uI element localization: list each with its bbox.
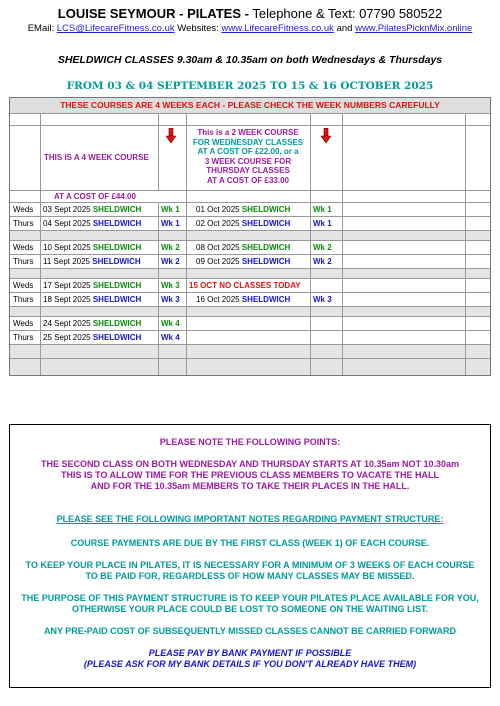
four-week-cost: AT A COST OF £44.00 xyxy=(54,192,136,201)
week-cell: Wk 1 xyxy=(161,204,180,214)
date-venue-cell: 09 Oct 2025 SHELDWICH xyxy=(196,256,291,266)
note-start-time-3: AND FOR THE 10.35am MEMBERS TO TAKE THEIR PLACES IN THE HALL. xyxy=(90,481,410,491)
week-cell: Wk 2 xyxy=(313,256,332,266)
week-cell: Wk 2 xyxy=(313,242,332,252)
table-row xyxy=(10,278,490,292)
note-purpose-2: OTHERWISE YOUR PLACE COULD BE LOST TO SOMEONE ON THE WAITING LIST. xyxy=(71,604,429,614)
website-link-1[interactable]: www.LifecareFitness.co.uk xyxy=(221,23,334,34)
down-arrow-icon xyxy=(321,128,331,144)
table-row xyxy=(10,316,490,330)
schedule-table xyxy=(9,97,491,376)
week-cell: Wk 2 xyxy=(161,242,180,252)
date-venue-cell: 25 Sept 2025 SHELDWICH xyxy=(43,332,142,342)
date-venue-cell: 11 Sept 2025 SHELDWICH xyxy=(43,256,141,266)
week-cell: Wk 1 xyxy=(161,218,180,228)
day-cell: Weds xyxy=(13,318,34,328)
note-no-carry-forward: ANY PRE-PAID COST OF SUBSEQUENTLY MISSED CLASSES CANNOT BE CARRIED FORWARD xyxy=(43,626,457,636)
table-row xyxy=(10,330,490,344)
week-cell: Wk 1 xyxy=(313,204,332,214)
table-row xyxy=(10,292,490,306)
week-cell: Wk 3 xyxy=(161,280,180,290)
email-label: EMail: xyxy=(27,23,55,34)
websites-label: Websites: xyxy=(177,23,219,34)
email-link[interactable]: LCS@LifecareFitness.co.uk xyxy=(56,23,175,34)
week-cell: Wk 3 xyxy=(313,294,332,304)
note-purpose-1: THE PURPOSE OF THIS PAYMENT STRUCTURE IS TO KEEP YOUR PILATES PLACE AVAILABLE FOR YOU, xyxy=(21,593,479,603)
note-bank-payment-2: (PLEASE ASK FOR MY BANK DETAILS IF YOU DON'T ALREADY HAVE THEM) xyxy=(83,659,417,669)
day-cell: Thurs xyxy=(13,256,34,266)
note-start-time-1: THE SECOND CLASS ON BOTH WEDNESDAY AND THURSDAY STARTS AT 10.35am NOT 10.30am xyxy=(40,459,460,469)
date-venue-cell: 04 Sept 2025 SHELDWICH xyxy=(43,218,142,228)
note-bank-payment-1: PLEASE PAY BY BANK PAYMENT IF POSSIBLE xyxy=(148,648,352,658)
table-row xyxy=(10,202,490,216)
no-classes-notice: 15 OCT NO CLASSES TODAY xyxy=(189,280,301,290)
week-cell: Wk 4 xyxy=(161,318,180,328)
four-week-note: THIS IS A 4 WEEK COURSE xyxy=(44,153,149,162)
date-venue-cell: 18 Sept 2025 SHELDWICH xyxy=(43,294,142,304)
spacer-row xyxy=(10,358,490,375)
day-cell: Thurs xyxy=(13,218,34,228)
day-cell: Weds xyxy=(13,242,34,252)
date-venue-cell: 02 Oct 2025 SHELDWICH xyxy=(196,218,291,228)
date-venue-cell: 08 Oct 2025 SHELDWICH xyxy=(196,242,291,252)
spacer-row xyxy=(10,344,490,358)
note-start-time-2: THIS IS TO ALLOW TIME FOR THE PREVIOUS CLASS MEMBERS TO VACATE THE HALL xyxy=(60,470,439,480)
day-cell: Weds xyxy=(13,280,34,290)
spacer-row xyxy=(10,268,490,278)
note-payment-due: COURSE PAYMENTS ARE DUE BY THE FIRST CLASS (WEEK 1) OF EACH COURSE. xyxy=(70,538,430,548)
website-link-2[interactable]: www.PilatesPicknMix.online xyxy=(355,23,473,34)
date-venue-cell: 16 Oct 2025 SHELDWICH xyxy=(196,294,291,304)
and-text: and xyxy=(336,23,353,34)
payment-heading: PLEASE SEE THE FOLLOWING IMPORTANT NOTES REGARDING PAYMENT STRUCTURE: xyxy=(56,514,444,524)
date-venue-cell: 03 Sept 2025 SHELDWICH xyxy=(43,204,142,214)
day-cell: Thurs xyxy=(13,332,34,342)
note-minimum-1: TO KEEP YOUR PLACE IN PILATES, IT IS NECESSARY FOR A MINIMUM OF 3 WEEKS OF EACH COURSE xyxy=(25,560,475,570)
week-cell: Wk 4 xyxy=(161,332,180,342)
week-cell: Wk 2 xyxy=(161,256,180,266)
table-row xyxy=(10,254,490,268)
contact-links xyxy=(0,23,500,34)
name-title: LOUISE SEYMOUR - PILATES - xyxy=(57,6,249,21)
spacer-row xyxy=(10,230,490,240)
week-cell: Wk 3 xyxy=(161,294,180,304)
contact-heading xyxy=(0,6,500,21)
notes-box xyxy=(9,424,491,688)
table-banner: THESE COURSES ARE 4 WEEKS EACH - PLEASE CHECK THE WEEK NUMBERS CAREFULLY xyxy=(10,98,490,114)
notes-title: PLEASE NOTE THE FOLLOWING POINTS: xyxy=(159,437,341,447)
week-cell: Wk 1 xyxy=(313,218,332,228)
table-row xyxy=(10,240,490,254)
table-row xyxy=(10,216,490,230)
day-cell: Weds xyxy=(13,204,34,214)
date-venue-cell: 24 Sept 2025 SHELDWICH xyxy=(43,318,142,328)
spacer-row xyxy=(10,306,490,316)
classes-line: SHELDWICH CLASSES 9.30am & 10.35am on both Wednesdays & Thursdays xyxy=(57,54,443,66)
date-venue-cell: 01 Oct 2025 SHELDWICH xyxy=(196,204,291,214)
date-venue-cell: 10 Sept 2025 SHELDWICH xyxy=(43,242,142,252)
date-range: FROM 03 & 04 SEPTEMBER 2025 TO 15 & 16 OCTOBER 2025 xyxy=(66,80,434,92)
down-arrow-icon xyxy=(166,128,176,144)
day-cell: Thurs xyxy=(13,294,34,304)
date-venue-cell: 17 Sept 2025 SHELDWICH xyxy=(43,280,142,290)
note-minimum-2: TO BE PAID FOR, REGARDLESS OF HOW MANY CLASSES MAY BE MISSED. xyxy=(85,571,415,581)
short-course-note: This is a 2 WEEK COURSE FOR WEDNESDAY CLASSES AT A COST OF £22.00, or a 3 WEEK COURSE FOR THURSDAY CLASSES AT A COST OF £33.00 xyxy=(192,128,304,185)
phone-label: Telephone & Text: 07790 580522 xyxy=(252,6,443,21)
